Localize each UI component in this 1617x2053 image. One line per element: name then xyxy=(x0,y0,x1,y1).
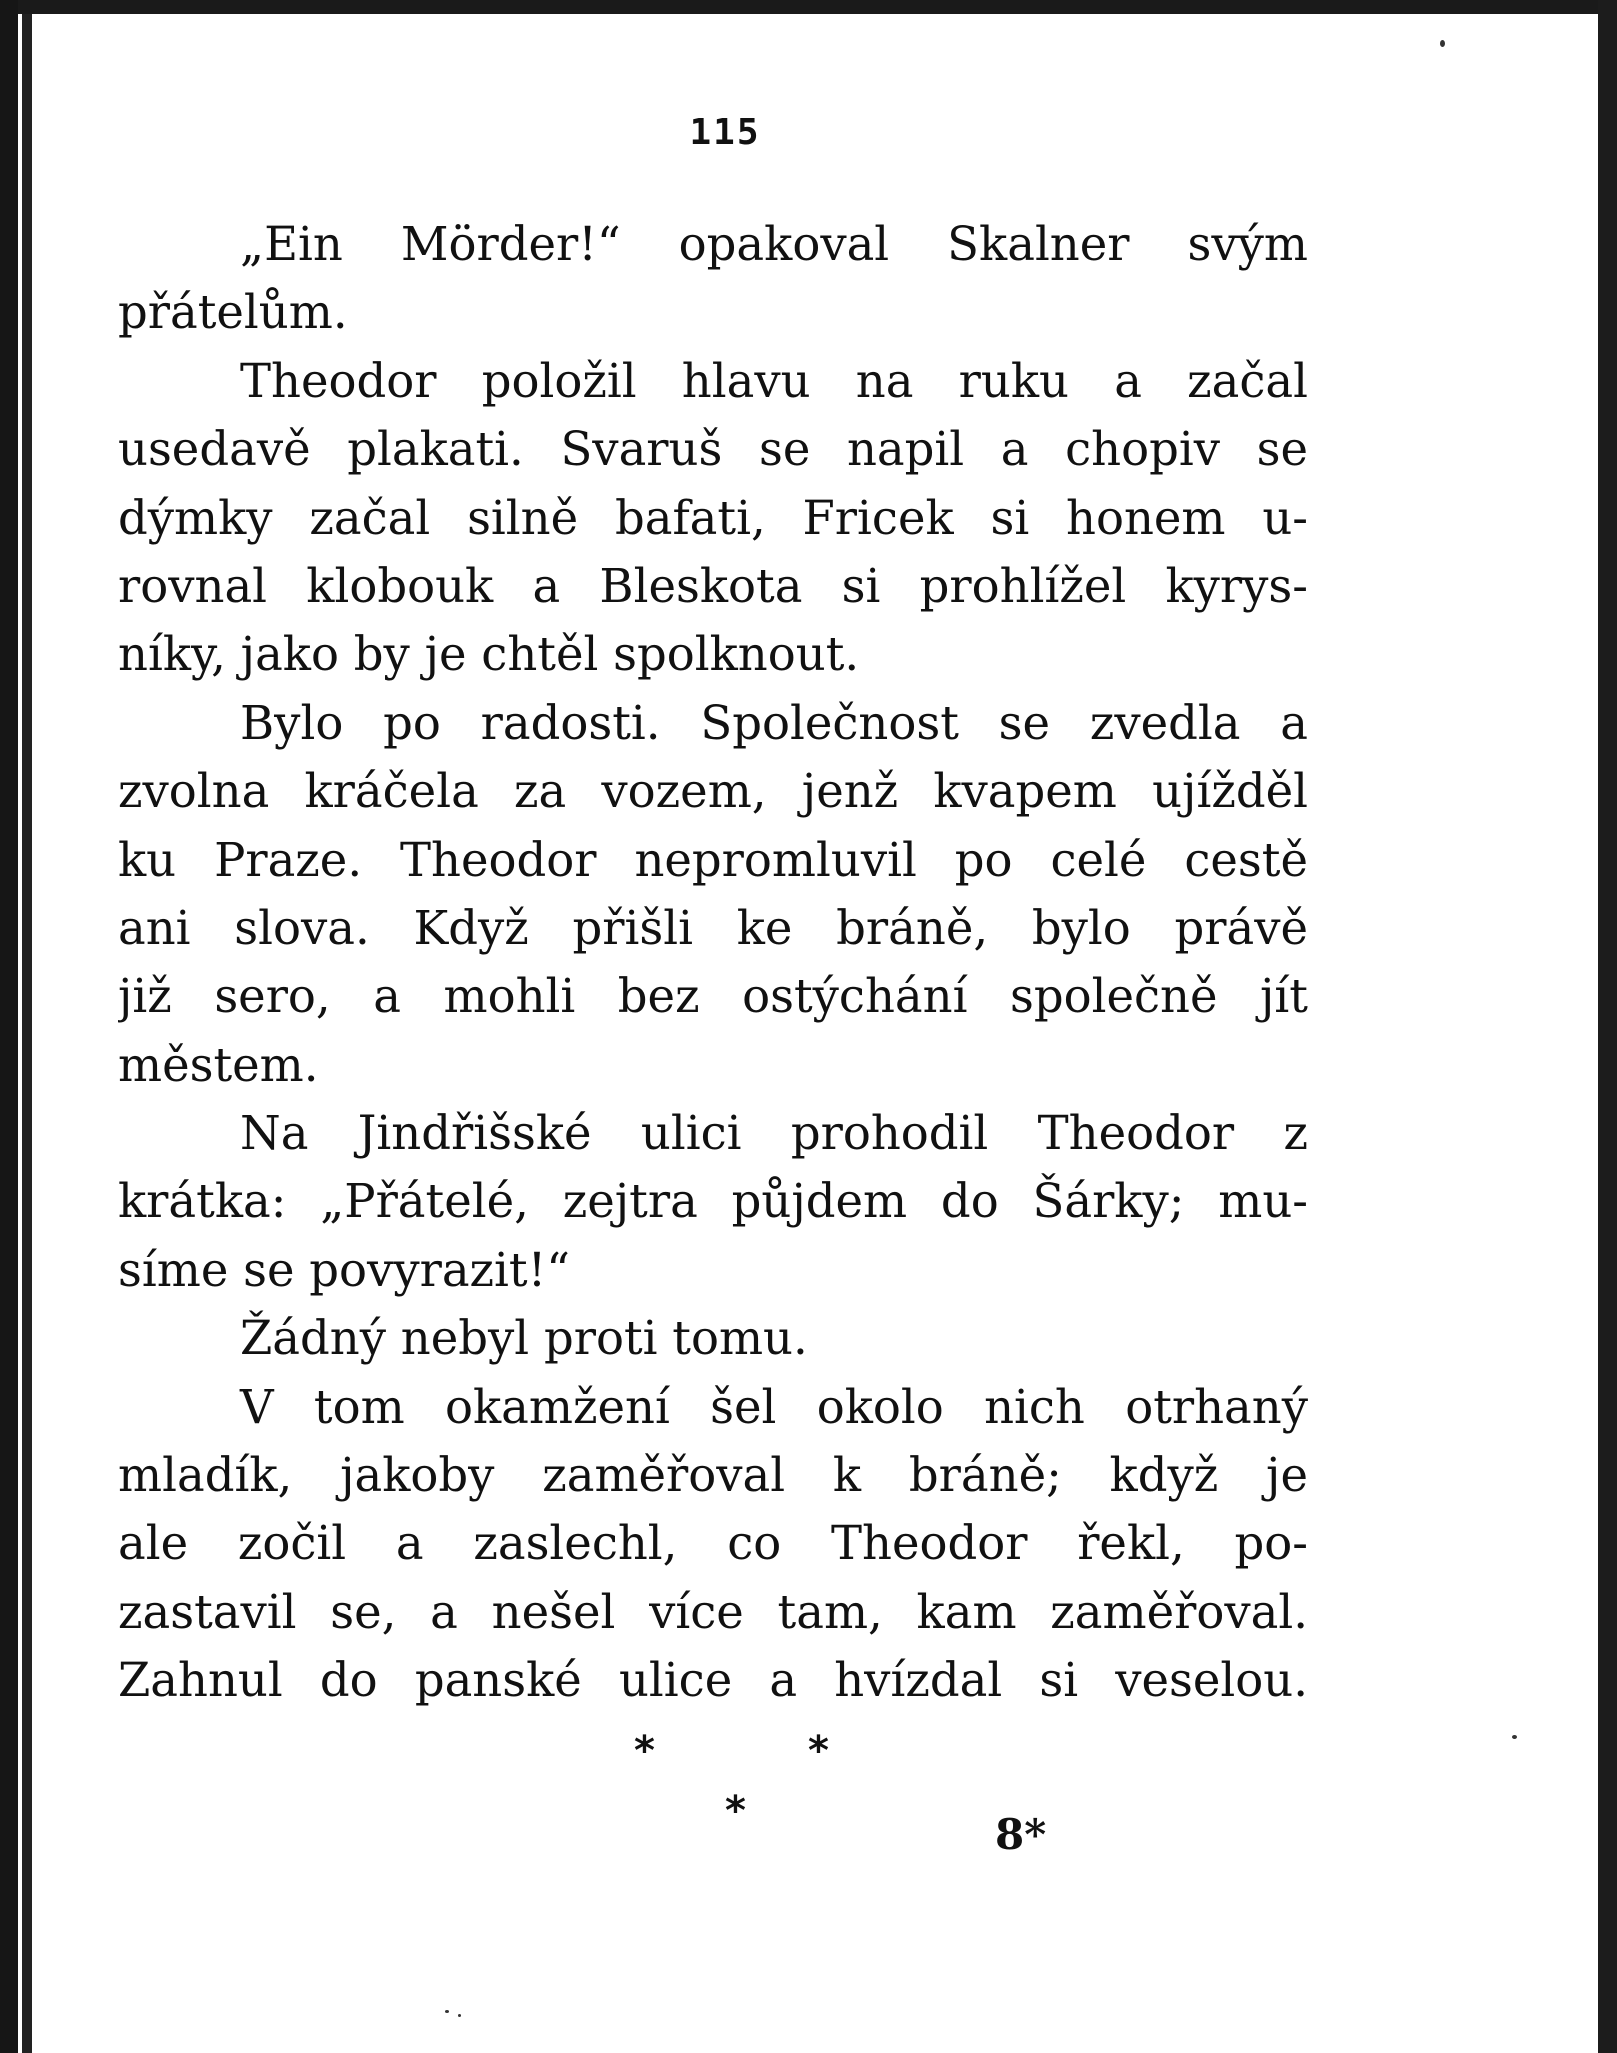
text-line: zastavil se, a nešel více tam, kam zaměřoval. xyxy=(118,1584,1308,1639)
scan-speck xyxy=(1440,40,1445,47)
printer-signature-mark: 8* xyxy=(995,1810,1047,1859)
section-break-asterisk: * xyxy=(725,1788,746,1834)
section-break xyxy=(0,1728,1617,1838)
text-line: Žádný nebyl proti tomu. xyxy=(240,1311,808,1366)
text-line: mladík, jakoby zaměřoval k bráně; když je xyxy=(118,1448,1308,1503)
text-line: V tom okamžení šel okolo nich otrhaný xyxy=(240,1379,1308,1434)
scan-border-top xyxy=(0,0,1617,14)
text-line: Theodor položil hlavu na ruku a začal xyxy=(240,353,1308,408)
text-line: krátka: „Přátelé, zejtra půjdem do Šárky; mu- xyxy=(118,1174,1308,1229)
text-line: usedavě plakati. Svaruš se napil a chopiv se xyxy=(118,422,1308,477)
text-line: síme se povyrazit!“ xyxy=(118,1242,571,1297)
page-number: 115 xyxy=(689,112,761,153)
text-line: níky, jako by je chtěl spolknout. xyxy=(118,627,860,682)
text-line: městem. xyxy=(118,1037,319,1092)
text-line: dýmky začal silně bafati, Fricek si honem u- xyxy=(118,490,1308,545)
text-line: Zahnul do panské ulice a hvízdal si veselou. xyxy=(118,1653,1308,1708)
text-line: Bylo po radosti. Společnost se zvedla a xyxy=(240,695,1308,750)
section-break-asterisk: * xyxy=(808,1728,829,1774)
text-line: rovnal klobouk a Bleskota si prohlížel kyrys- xyxy=(118,558,1308,613)
text-line: zvolna kráčela za vozem, jenž kvapem ujížděl xyxy=(118,764,1308,819)
text-line: Na Jindřišské ulici prohodil Theodor z xyxy=(240,1106,1308,1161)
text-line: ani slova. Když přišli ke bráně, bylo právě xyxy=(118,900,1308,955)
scan-speck xyxy=(445,2010,449,2013)
text-line: ale zočil a zaslechl, co Theodor řekl, po- xyxy=(118,1516,1308,1571)
body-text xyxy=(118,210,1308,1715)
text-line: přátelům. xyxy=(118,285,348,340)
scan-speck xyxy=(458,2014,461,2017)
text-line: ku Praze. Theodor nepromluvil po celé cestě xyxy=(118,832,1308,887)
section-break-asterisk: * xyxy=(634,1728,655,1774)
text-line: „Ein Mörder!“ opakoval Skalner svým xyxy=(240,217,1308,271)
text-line: již sero, a mohli bez ostýchání společně jít xyxy=(118,969,1308,1024)
